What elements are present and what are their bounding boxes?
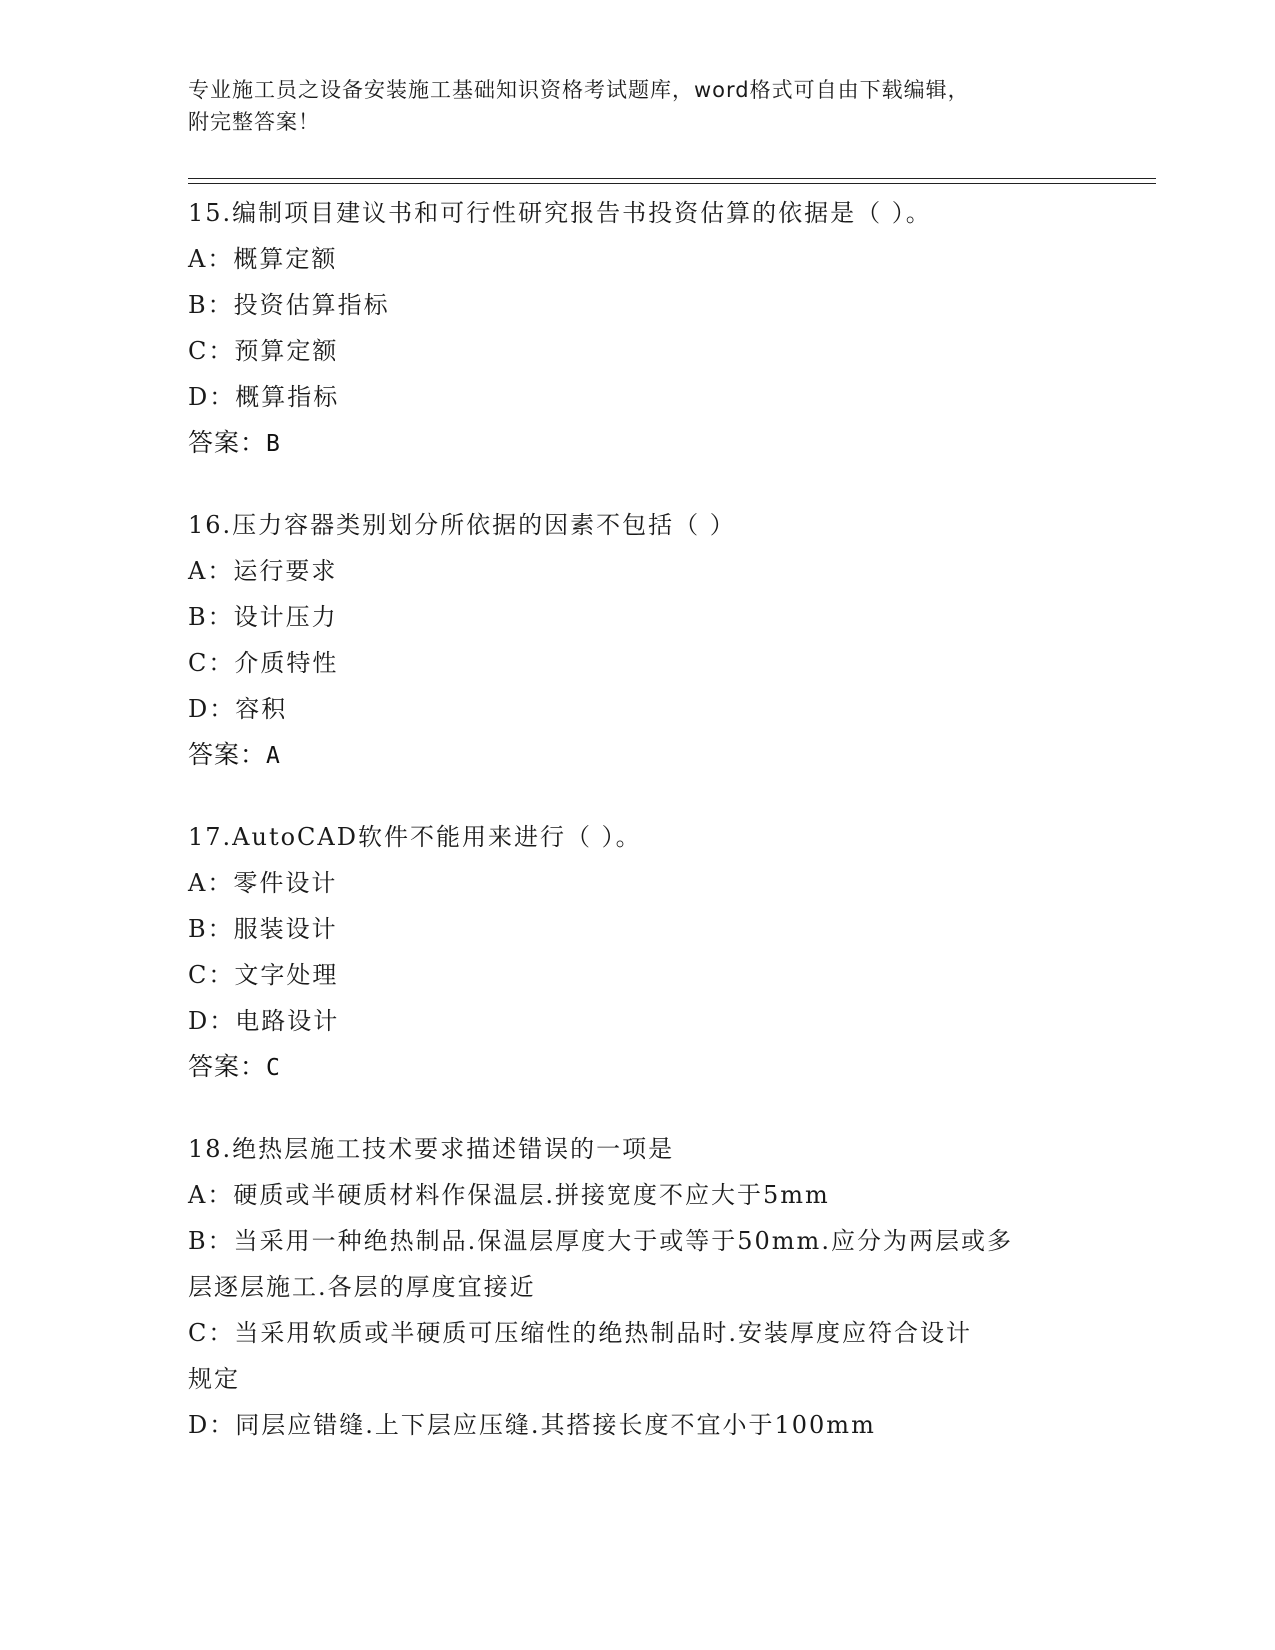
answer-value: B xyxy=(266,431,281,457)
header-line-2: 附完整答案！ xyxy=(188,110,320,134)
answer-label: 答案： xyxy=(188,1052,267,1081)
answer-value: C xyxy=(266,1055,281,1081)
question-list xyxy=(188,190,1088,1483)
question-16 xyxy=(188,502,1088,779)
option-c: C：文字处理 xyxy=(188,961,339,989)
answer xyxy=(188,732,1088,779)
option-c: C：预算定额 xyxy=(188,337,339,365)
option-c-continued: 规定 xyxy=(188,1365,240,1393)
question-15 xyxy=(188,190,1088,467)
question-18 xyxy=(188,1126,1088,1448)
option-b: B：当采用一种绝热制品.保温层厚度大于或等于50mm.应分为两层或多 xyxy=(188,1227,1013,1255)
question-17 xyxy=(188,814,1088,1091)
option-a: A：零件设计 xyxy=(188,869,338,897)
question-stem: 18.绝热层施工技术要求描述错误的一项是 xyxy=(188,1135,675,1163)
option-d: D：容积 xyxy=(188,695,288,723)
option-b-continued: 层逐层施工.各层的厚度宜接近 xyxy=(188,1273,536,1301)
header-divider-top xyxy=(188,178,1156,179)
option-d: D：电路设计 xyxy=(188,1007,340,1035)
option-b: B：设计压力 xyxy=(188,603,338,631)
question-stem: 17.AutoCAD软件不能用来进行（ ）。 xyxy=(188,823,642,851)
header-line-1: 专业施工员之设备安装施工基础知识资格考试题库，word格式可自由下载编辑， xyxy=(188,78,970,102)
answer xyxy=(188,420,1088,467)
option-a: A：概算定额 xyxy=(188,245,338,273)
question-stem: 15.编制项目建议书和可行性研究报告书投资估算的依据是（ ）。 xyxy=(188,199,932,227)
option-a: A：运行要求 xyxy=(188,557,338,585)
option-b: B：投资估算指标 xyxy=(188,291,390,319)
header-divider-bottom xyxy=(188,183,1156,184)
option-c: C：当采用软质或半硬质可压缩性的绝热制品时.安装厚度应符合设计 xyxy=(188,1319,972,1347)
option-d: D：概算指标 xyxy=(188,383,340,411)
option-a: A：硬质或半硬质材料作保温层.拼接宽度不应大于5mm xyxy=(188,1181,830,1209)
option-c: C：介质特性 xyxy=(188,649,339,677)
document-header xyxy=(188,74,1088,138)
option-b: B：服装设计 xyxy=(188,915,338,943)
answer xyxy=(188,1044,1088,1091)
answer-label: 答案： xyxy=(188,428,267,457)
answer-value: A xyxy=(266,743,281,769)
question-stem: 16.压力容器类别划分所依据的因素不包括（ ） xyxy=(188,511,736,539)
option-d: D：同层应错缝.上下层应压缝.其搭接长度不宜小于100mm xyxy=(188,1411,876,1439)
answer-label: 答案： xyxy=(188,740,267,769)
